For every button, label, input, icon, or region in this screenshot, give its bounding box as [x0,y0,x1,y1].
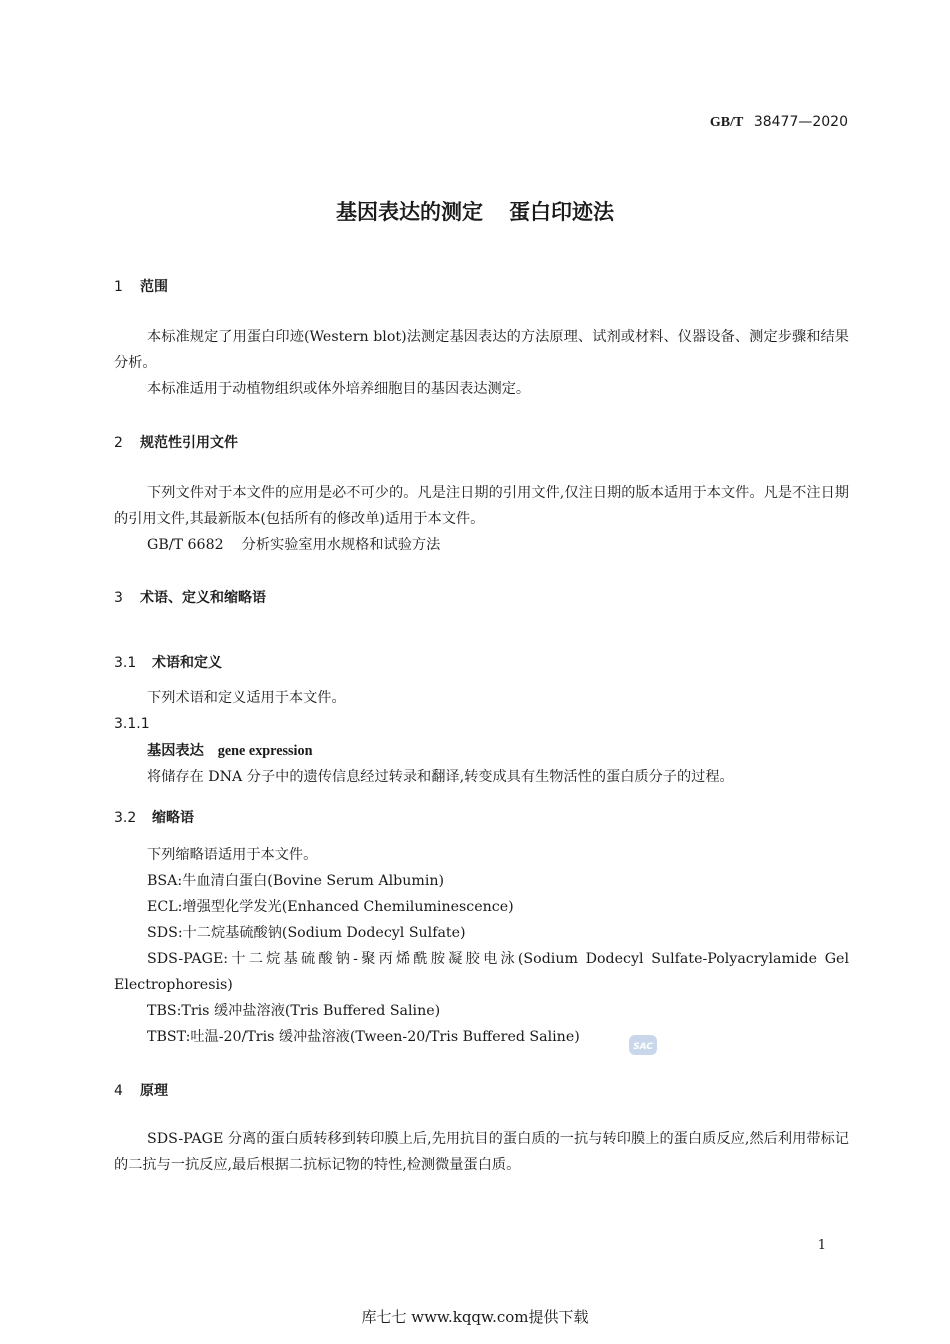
normative-reference [147,532,882,558]
section-1-heading [114,276,168,296]
reference-title: 分析实验室用水规格和试验方法 [241,537,441,553]
page-number: 1 [817,1238,826,1253]
section-number: 3.1 [114,655,137,671]
section-4-paragraph: SDS-PAGE 分离的蛋白质转移到转印膜上后,先用抗目的蛋白质的一抗与转印膜上的蛋白质反应,然后利用带标记的二抗与一抗反应,最后根据二抗标记物的特性,检测微量蛋白质。 [114,1131,849,1173]
section-3-heading [114,587,266,607]
standard-code: 38477—2020 [753,114,848,130]
download-footer: 库七七 www.kqqw.com提供下载 [361,1308,589,1326]
section-1-paragraph-2: 本标准适用于动植物组织或体外培养细胞目的基因表达测定。 [147,381,531,397]
logo-text: SAC [633,1042,653,1052]
section-title: 缩略语 [152,810,194,826]
term-chinese: 基因表达 [147,743,204,759]
abbreviation-ecl: ECL:增强型化学发光(Enhanced Chemiluminescence) [147,899,514,915]
standard-prefix: GB/T [709,115,744,130]
section-number: 4 [114,1083,123,1099]
section-title: 术语和定义 [152,655,222,671]
abbreviation-tbst: TBST:吐温-20/Tris 缓冲盐溶液(Tween-20/Tris Buffered Saline) [147,1029,580,1045]
term-definition: 将储存在 DNA 分子中的遗传信息经过转录和翻译,转变成具有生物活性的蛋白质分子的过程。 [147,769,734,785]
section-4-heading [114,1080,168,1100]
section-number: 3.2 [114,810,137,826]
section-title: 术语、定义和缩略语 [140,590,266,606]
section-number: 1 [114,279,123,295]
reference-code: GB/T 6682 [147,537,224,553]
title-part2: 蛋白印迹法 [509,200,614,224]
document-title [0,196,950,226]
standard-number [710,114,848,131]
term-english: gene expression [217,743,313,759]
section-number: 2 [114,435,123,451]
section-1-paragraph-1: 本标准规定了用蛋白印迹(Western blot)法测定基因表达的方法原理、试剂或材料、仪器设备、测定步骤和结果分析。 [114,329,849,371]
section-3-1-paragraph: 下列术语和定义适用于本文件。 [147,690,346,706]
section-title: 范围 [140,279,168,295]
section-number: 3 [114,590,123,606]
section-title: 原理 [140,1083,168,1099]
abbreviation-sds-page: SDS-PAGE:十二烷基硫酸钠-聚丙烯酰胺凝胶电泳(Sodium Dodecyl Sulfate-Polyacrylamide Gel Electrophoresis) [114,951,849,993]
abbreviations-intro: 下列缩略语适用于本文件。 [147,847,318,863]
abbreviation-sds: SDS:十二烷基硫酸钠(Sodium Dodecyl Sulfate) [147,925,466,941]
section-3-1-heading [114,652,222,672]
section-title: 规范性引用文件 [140,435,238,451]
sac-watermark-logo [628,1034,658,1056]
section-2-paragraph-1: 下列文件对于本文件的应用是必不可少的。凡是注日期的引用文件,仅注日期的版本适用于本文件。凡是不注日期的引用文件,其最新版本(包括所有的修改单)适用于本文件。 [114,485,849,527]
abbreviation-tbs: TBS:Tris 缓冲盐溶液(Tris Buffered Saline) [147,1003,441,1019]
abbreviation-bsa: BSA:牛血清白蛋白(Bovine Serum Albumin) [147,873,445,889]
section-3-2-heading [114,807,194,827]
title-part1: 基因表达的测定 [336,200,483,224]
section-3-1-1-number: 3.1.1 [114,716,150,732]
section-2-heading [114,432,238,452]
term-heading [147,738,882,764]
